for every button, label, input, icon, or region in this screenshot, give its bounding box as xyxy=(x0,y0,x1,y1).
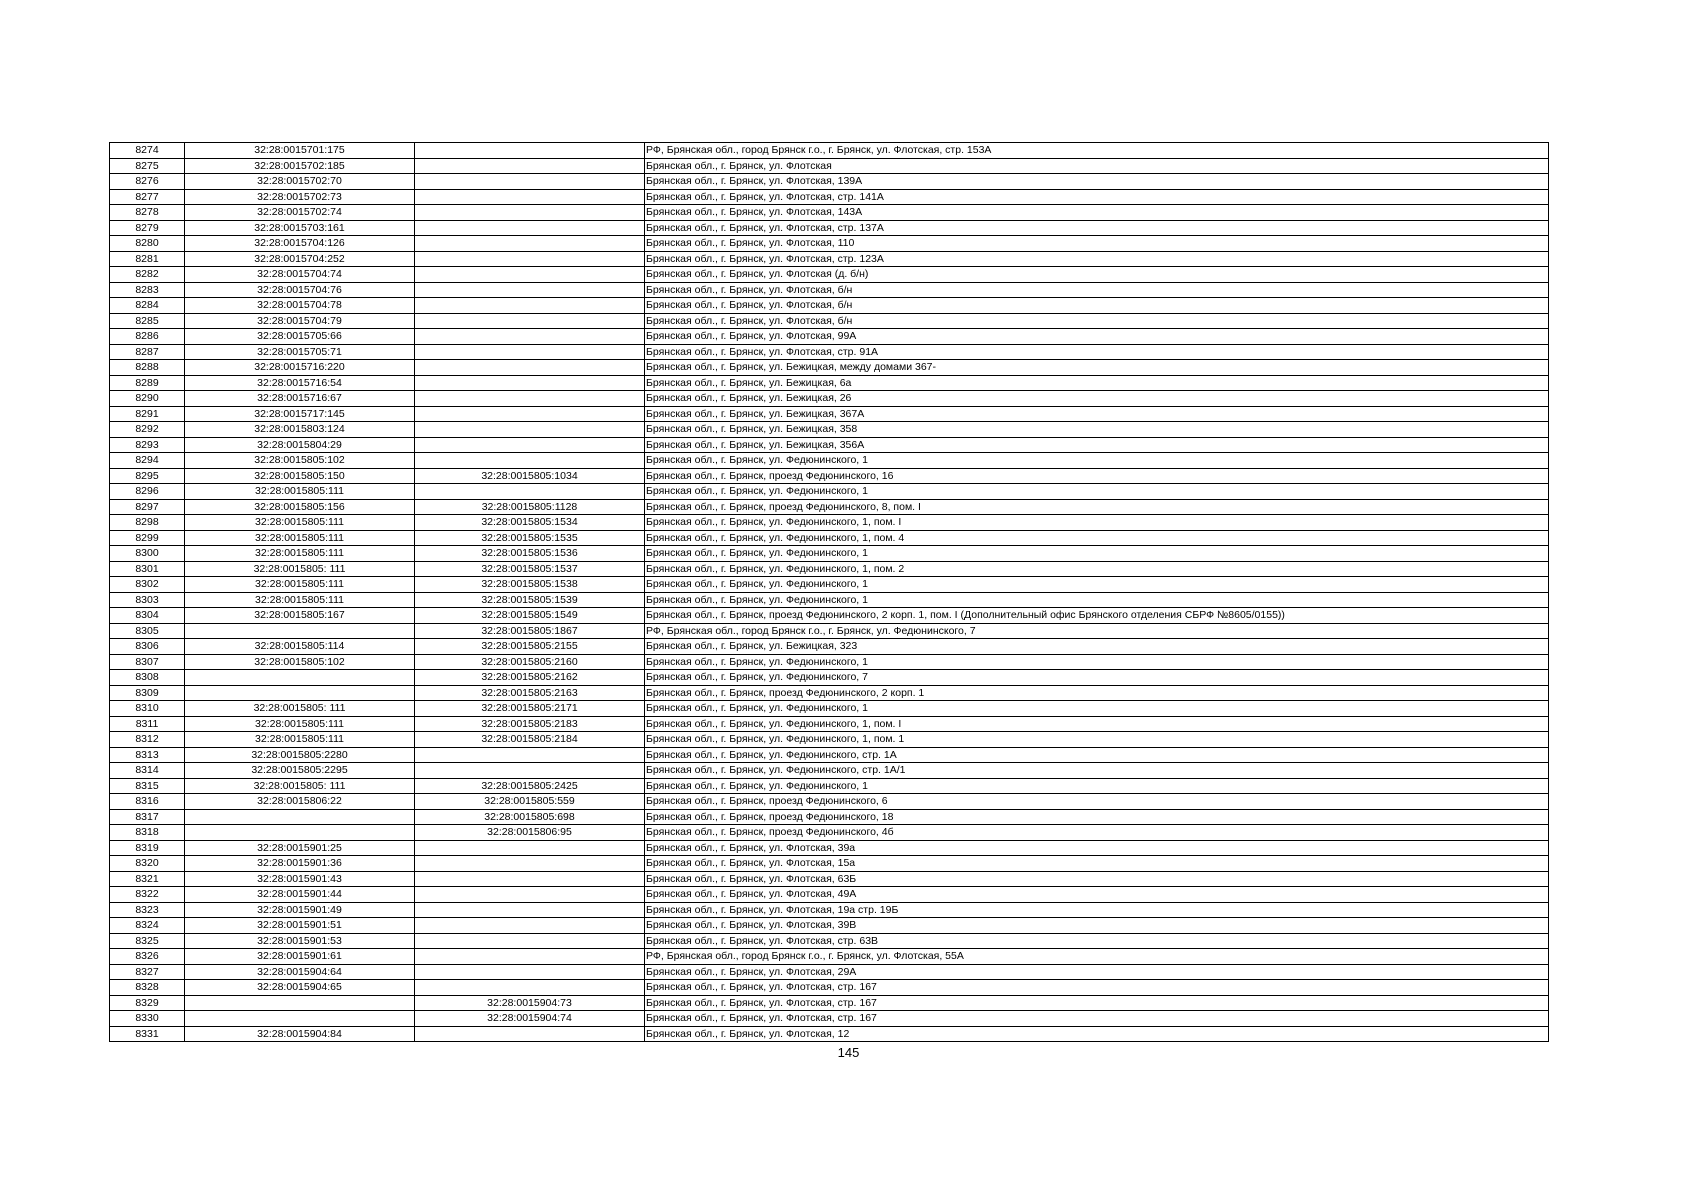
address-cell: Брянская обл., г. Брянск, ул. Бежицкая, 323 xyxy=(645,639,1549,655)
land-cadastral-number-cell: 32:28:0015805:111 xyxy=(185,515,415,531)
object-cadastral-number-cell: 32:28:0015805:1539 xyxy=(415,592,645,608)
object-cadastral-number-cell: 32:28:0015805:1549 xyxy=(415,608,645,624)
land-cadastral-number-cell: 32:28:0015702:74 xyxy=(185,205,415,221)
land-cadastral-number-cell: 32:28:0015805:111 xyxy=(185,530,415,546)
object-cadastral-number-cell xyxy=(415,484,645,500)
land-cadastral-number-cell: 32:28:0015901:61 xyxy=(185,949,415,965)
address-cell: Брянская обл., г. Брянск, ул. Флотская, б/н xyxy=(645,282,1549,298)
row-number-cell: 8308 xyxy=(110,670,185,686)
table-row xyxy=(110,251,1549,267)
land-cadastral-number-cell: 32:28:0015904:64 xyxy=(185,964,415,980)
land-cadastral-number-cell: 32:28:0015805:114 xyxy=(185,639,415,655)
table-row xyxy=(110,933,1549,949)
address-cell: Брянская обл., г. Брянск, ул. Бежицкая, 358 xyxy=(645,422,1549,438)
object-cadastral-number-cell xyxy=(415,220,645,236)
table-row xyxy=(110,964,1549,980)
address-cell: РФ, Брянская обл., город Брянск г.о., г. Брянск, ул. Флотская, 55А xyxy=(645,949,1549,965)
address-cell: Брянская обл., г. Брянск, проезд Федюнинского, 2 корп. 1 xyxy=(645,685,1549,701)
object-cadastral-number-cell: 32:28:0015805:2425 xyxy=(415,778,645,794)
object-cadastral-number-cell xyxy=(415,189,645,205)
row-number-cell: 8283 xyxy=(110,282,185,298)
land-cadastral-number-cell: 32:28:0015901:44 xyxy=(185,887,415,903)
row-number-cell: 8306 xyxy=(110,639,185,655)
address-cell: Брянская обл., г. Брянск, ул. Флотская, стр. 91А xyxy=(645,344,1549,360)
table-row xyxy=(110,360,1549,376)
land-cadastral-number-cell: 32:28:0015704:79 xyxy=(185,313,415,329)
object-cadastral-number-cell: 32:28:0015904:74 xyxy=(415,1011,645,1027)
table-row xyxy=(110,344,1549,360)
land-cadastral-number-cell: 32:28:0015701:175 xyxy=(185,143,415,159)
object-cadastral-number-cell: 32:28:0015805:2171 xyxy=(415,701,645,717)
row-number-cell: 8317 xyxy=(110,809,185,825)
table-row xyxy=(110,437,1549,453)
land-cadastral-number-cell: 32:28:0015805:150 xyxy=(185,468,415,484)
address-cell: Брянская обл., г. Брянск, ул. Федюнинского, 1 xyxy=(645,577,1549,593)
table-row xyxy=(110,406,1549,422)
object-cadastral-number-cell: 32:28:0015805:1867 xyxy=(415,623,645,639)
land-cadastral-number-cell: 32:28:0015805: 111 xyxy=(185,701,415,717)
land-cadastral-number-cell: 32:28:0015804:29 xyxy=(185,437,415,453)
address-cell: Брянская обл., г. Брянск, ул. Флотская, б/н xyxy=(645,298,1549,314)
land-cadastral-number-cell: 32:28:0015717:145 xyxy=(185,406,415,422)
object-cadastral-number-cell xyxy=(415,1026,645,1042)
address-cell: Брянская обл., г. Брянск, ул. Федюнинского, 1 xyxy=(645,778,1549,794)
table-row xyxy=(110,980,1549,996)
address-cell: Брянская обл., г. Брянск, ул. Флотская, стр. 141А xyxy=(645,189,1549,205)
table-row xyxy=(110,794,1549,810)
table-row xyxy=(110,608,1549,624)
table-body xyxy=(110,143,1549,1042)
object-cadastral-number-cell xyxy=(415,375,645,391)
row-number-cell: 8316 xyxy=(110,794,185,810)
table-row xyxy=(110,701,1549,717)
land-cadastral-number-cell: 32:28:0015702:185 xyxy=(185,158,415,174)
table-row xyxy=(110,313,1549,329)
land-cadastral-number-cell: 32:28:0015904:84 xyxy=(185,1026,415,1042)
row-number-cell: 8285 xyxy=(110,313,185,329)
row-number-cell: 8276 xyxy=(110,174,185,190)
table-row xyxy=(110,236,1549,252)
row-number-cell: 8278 xyxy=(110,205,185,221)
table-row xyxy=(110,887,1549,903)
object-cadastral-number-cell: 32:28:0015805:2184 xyxy=(415,732,645,748)
object-cadastral-number-cell xyxy=(415,251,645,267)
row-number-cell: 8312 xyxy=(110,732,185,748)
object-cadastral-number-cell: 32:28:0015805:1535 xyxy=(415,530,645,546)
table-row xyxy=(110,422,1549,438)
land-cadastral-number-cell: 32:28:0015716:67 xyxy=(185,391,415,407)
row-number-cell: 8300 xyxy=(110,546,185,562)
object-cadastral-number-cell xyxy=(415,871,645,887)
land-cadastral-number-cell: 32:28:0015716:54 xyxy=(185,375,415,391)
address-cell: Брянская обл., г. Брянск, ул. Флотская, 12 xyxy=(645,1026,1549,1042)
row-number-cell: 8288 xyxy=(110,360,185,376)
address-cell: Брянская обл., г. Брянск, ул. Флотская, 15а xyxy=(645,856,1549,872)
row-number-cell: 8327 xyxy=(110,964,185,980)
table-row xyxy=(110,840,1549,856)
row-number-cell: 8295 xyxy=(110,468,185,484)
table-row xyxy=(110,763,1549,779)
address-cell: Брянская обл., г. Брянск, ул. Федюнинского, 1 xyxy=(645,592,1549,608)
address-cell: Брянская обл., г. Брянск, проезд Федюнинского, 16 xyxy=(645,468,1549,484)
table-row xyxy=(110,391,1549,407)
address-cell: Брянская обл., г. Брянск, ул. Флотская, 143А xyxy=(645,205,1549,221)
address-cell: Брянская обл., г. Брянск, ул. Флотская, 99А xyxy=(645,329,1549,345)
table-row xyxy=(110,220,1549,236)
table-row xyxy=(110,158,1549,174)
row-number-cell: 8328 xyxy=(110,980,185,996)
row-number-cell: 8291 xyxy=(110,406,185,422)
cadastral-table xyxy=(109,142,1549,1042)
object-cadastral-number-cell xyxy=(415,282,645,298)
table-row xyxy=(110,484,1549,500)
row-number-cell: 8290 xyxy=(110,391,185,407)
row-number-cell: 8296 xyxy=(110,484,185,500)
land-cadastral-number-cell xyxy=(185,670,415,686)
land-cadastral-number-cell: 32:28:0015805:156 xyxy=(185,499,415,515)
row-number-cell: 8292 xyxy=(110,422,185,438)
table-row xyxy=(110,809,1549,825)
row-number-cell: 8274 xyxy=(110,143,185,159)
address-cell: Брянская обл., г. Брянск, ул. Флотская, стр. 137А xyxy=(645,220,1549,236)
address-cell: Брянская обл., г. Брянск, ул. Флотская, 63Б xyxy=(645,871,1549,887)
table-row xyxy=(110,453,1549,469)
row-number-cell: 8310 xyxy=(110,701,185,717)
table-row xyxy=(110,856,1549,872)
object-cadastral-number-cell: 32:28:0015805:1538 xyxy=(415,577,645,593)
table-row xyxy=(110,499,1549,515)
object-cadastral-number-cell xyxy=(415,887,645,903)
land-cadastral-number-cell: 32:28:0015805:2280 xyxy=(185,747,415,763)
row-number-cell: 8313 xyxy=(110,747,185,763)
object-cadastral-number-cell xyxy=(415,236,645,252)
object-cadastral-number-cell: 32:28:0015805:1536 xyxy=(415,546,645,562)
object-cadastral-number-cell xyxy=(415,391,645,407)
row-number-cell: 8319 xyxy=(110,840,185,856)
object-cadastral-number-cell xyxy=(415,143,645,159)
table-row xyxy=(110,825,1549,841)
object-cadastral-number-cell xyxy=(415,437,645,453)
row-number-cell: 8321 xyxy=(110,871,185,887)
land-cadastral-number-cell: 32:28:0015901:36 xyxy=(185,856,415,872)
row-number-cell: 8298 xyxy=(110,515,185,531)
object-cadastral-number-cell xyxy=(415,158,645,174)
table-row xyxy=(110,561,1549,577)
land-cadastral-number-cell: 32:28:0015702:70 xyxy=(185,174,415,190)
object-cadastral-number-cell xyxy=(415,933,645,949)
land-cadastral-number-cell xyxy=(185,825,415,841)
address-cell: Брянская обл., г. Брянск, ул. Флотская, 39В xyxy=(645,918,1549,934)
land-cadastral-number-cell: 32:28:0015901:25 xyxy=(185,840,415,856)
address-cell: Брянская обл., г. Брянск, ул. Бежицкая, 6а xyxy=(645,375,1549,391)
row-number-cell: 8279 xyxy=(110,220,185,236)
object-cadastral-number-cell: 32:28:0015805:1034 xyxy=(415,468,645,484)
row-number-cell: 8324 xyxy=(110,918,185,934)
object-cadastral-number-cell: 32:28:0015805:2183 xyxy=(415,716,645,732)
object-cadastral-number-cell xyxy=(415,205,645,221)
address-cell: Брянская обл., г. Брянск, ул. Флотская, 29А xyxy=(645,964,1549,980)
table-row xyxy=(110,577,1549,593)
table-row xyxy=(110,716,1549,732)
row-number-cell: 8297 xyxy=(110,499,185,515)
address-cell: Брянская обл., г. Брянск, проезд Федюнинского, 18 xyxy=(645,809,1549,825)
object-cadastral-number-cell: 32:28:0015805:559 xyxy=(415,794,645,810)
address-cell: Брянская обл., г. Брянск, проезд Федюнинского, 2 корп. 1, пом. I (Дополнительный офис Брянского отделения СБРФ №8605/0155)) xyxy=(645,608,1549,624)
row-number-cell: 8275 xyxy=(110,158,185,174)
address-cell: Брянская обл., г. Брянск, ул. Флотская, стр. 167 xyxy=(645,980,1549,996)
object-cadastral-number-cell xyxy=(415,174,645,190)
row-number-cell: 8281 xyxy=(110,251,185,267)
address-cell: Брянская обл., г. Брянск, ул. Флотская, 139А xyxy=(645,174,1549,190)
row-number-cell: 8280 xyxy=(110,236,185,252)
object-cadastral-number-cell: 32:28:0015805:2162 xyxy=(415,670,645,686)
object-cadastral-number-cell xyxy=(415,313,645,329)
address-cell: Брянская обл., г. Брянск, ул. Федюнинского, 1 xyxy=(645,484,1549,500)
land-cadastral-number-cell: 32:28:0015805:111 xyxy=(185,484,415,500)
object-cadastral-number-cell xyxy=(415,763,645,779)
row-number-cell: 8318 xyxy=(110,825,185,841)
table-row xyxy=(110,282,1549,298)
address-cell: Брянская обл., г. Брянск, ул. Флотская, 49А xyxy=(645,887,1549,903)
table-row xyxy=(110,530,1549,546)
address-cell: Брянская обл., г. Брянск, ул. Флотская, 110 xyxy=(645,236,1549,252)
table-row xyxy=(110,747,1549,763)
table-row xyxy=(110,670,1549,686)
land-cadastral-number-cell: 32:28:0015901:53 xyxy=(185,933,415,949)
object-cadastral-number-cell: 32:28:0015904:73 xyxy=(415,995,645,1011)
land-cadastral-number-cell: 32:28:0015805:111 xyxy=(185,546,415,562)
land-cadastral-number-cell xyxy=(185,995,415,1011)
row-number-cell: 8320 xyxy=(110,856,185,872)
address-cell: Брянская обл., г. Брянск, ул. Федюнинского, 1, пом. 4 xyxy=(645,530,1549,546)
address-cell: Брянская обл., г. Брянск, ул. Бежицкая, 356А xyxy=(645,437,1549,453)
address-cell: Брянская обл., г. Брянск, проезд Федюнинского, 4б xyxy=(645,825,1549,841)
row-number-cell: 8331 xyxy=(110,1026,185,1042)
row-number-cell: 8329 xyxy=(110,995,185,1011)
row-number-cell: 8325 xyxy=(110,933,185,949)
object-cadastral-number-cell xyxy=(415,344,645,360)
object-cadastral-number-cell xyxy=(415,840,645,856)
land-cadastral-number-cell: 32:28:0015805: 111 xyxy=(185,778,415,794)
land-cadastral-number-cell: 32:28:0015805:102 xyxy=(185,654,415,670)
land-cadastral-number-cell: 32:28:0015705:71 xyxy=(185,344,415,360)
object-cadastral-number-cell: 32:28:0015805:1128 xyxy=(415,499,645,515)
land-cadastral-number-cell: 32:28:0015904:65 xyxy=(185,980,415,996)
object-cadastral-number-cell: 32:28:0015805:1534 xyxy=(415,515,645,531)
table-row xyxy=(110,639,1549,655)
address-cell: Брянская обл., г. Брянск, ул. Бежицкая, 26 xyxy=(645,391,1549,407)
land-cadastral-number-cell: 32:28:0015704:76 xyxy=(185,282,415,298)
row-number-cell: 8315 xyxy=(110,778,185,794)
table-row xyxy=(110,778,1549,794)
address-cell: Брянская обл., г. Брянск, ул. Федюнинского, 1 xyxy=(645,654,1549,670)
row-number-cell: 8326 xyxy=(110,949,185,965)
address-cell: Брянская обл., г. Брянск, ул. Флотская (д. б/н) xyxy=(645,267,1549,283)
row-number-cell: 8303 xyxy=(110,592,185,608)
object-cadastral-number-cell xyxy=(415,329,645,345)
address-cell: Брянская обл., г. Брянск, ул. Федюнинского, стр. 1А/1 xyxy=(645,763,1549,779)
row-number-cell: 8322 xyxy=(110,887,185,903)
table-row xyxy=(110,143,1549,159)
table-row xyxy=(110,298,1549,314)
object-cadastral-number-cell xyxy=(415,964,645,980)
row-number-cell: 8286 xyxy=(110,329,185,345)
object-cadastral-number-cell: 32:28:0015805:698 xyxy=(415,809,645,825)
address-cell: Брянская обл., г. Брянск, ул. Флотская, стр. 167 xyxy=(645,995,1549,1011)
row-number-cell: 8307 xyxy=(110,654,185,670)
address-cell: Брянская обл., г. Брянск, ул. Флотская, б/н xyxy=(645,313,1549,329)
table-row xyxy=(110,205,1549,221)
object-cadastral-number-cell xyxy=(415,747,645,763)
table-row xyxy=(110,1011,1549,1027)
object-cadastral-number-cell: 32:28:0015806:95 xyxy=(415,825,645,841)
object-cadastral-number-cell xyxy=(415,298,645,314)
object-cadastral-number-cell: 32:28:0015805:1537 xyxy=(415,561,645,577)
land-cadastral-number-cell: 32:28:0015805:111 xyxy=(185,577,415,593)
address-cell: Брянская обл., г. Брянск, ул. Флотская, 19а стр. 19Б xyxy=(645,902,1549,918)
row-number-cell: 8314 xyxy=(110,763,185,779)
land-cadastral-number-cell: 32:28:0015704:78 xyxy=(185,298,415,314)
land-cadastral-number-cell xyxy=(185,1011,415,1027)
object-cadastral-number-cell: 32:28:0015805:2155 xyxy=(415,639,645,655)
row-number-cell: 8302 xyxy=(110,577,185,593)
land-cadastral-number-cell: 32:28:0015702:73 xyxy=(185,189,415,205)
table-row xyxy=(110,623,1549,639)
row-number-cell: 8301 xyxy=(110,561,185,577)
address-cell: Брянская обл., г. Брянск, ул. Бежицкая, 367А xyxy=(645,406,1549,422)
table-row xyxy=(110,267,1549,283)
object-cadastral-number-cell: 32:28:0015805:2163 xyxy=(415,685,645,701)
land-cadastral-number-cell: 32:28:0015901:49 xyxy=(185,902,415,918)
land-cadastral-number-cell: 32:28:0015705:66 xyxy=(185,329,415,345)
address-cell: РФ, Брянская обл., город Брянск г.о., г. Брянск, ул. Федюнинского, 7 xyxy=(645,623,1549,639)
object-cadastral-number-cell xyxy=(415,949,645,965)
object-cadastral-number-cell xyxy=(415,453,645,469)
address-cell: РФ, Брянская обл., город Брянск г.о., г. Брянск, ул. Флотская, стр. 153А xyxy=(645,143,1549,159)
address-cell: Брянская обл., г. Брянск, ул. Федюнинского, 1 xyxy=(645,701,1549,717)
table-row xyxy=(110,871,1549,887)
table-row xyxy=(110,329,1549,345)
land-cadastral-number-cell: 32:28:0015805:111 xyxy=(185,716,415,732)
land-cadastral-number-cell: 32:28:0015703:161 xyxy=(185,220,415,236)
row-number-cell: 8309 xyxy=(110,685,185,701)
table-row xyxy=(110,375,1549,391)
table-row xyxy=(110,902,1549,918)
address-cell: Брянская обл., г. Брянск, ул. Федюнинского, 7 xyxy=(645,670,1549,686)
object-cadastral-number-cell xyxy=(415,918,645,934)
object-cadastral-number-cell xyxy=(415,422,645,438)
table-row xyxy=(110,1026,1549,1042)
row-number-cell: 8294 xyxy=(110,453,185,469)
table-row xyxy=(110,174,1549,190)
row-number-cell: 8299 xyxy=(110,530,185,546)
land-cadastral-number-cell: 32:28:0015716:220 xyxy=(185,360,415,376)
land-cadastral-number-cell: 32:28:0015901:51 xyxy=(185,918,415,934)
address-cell: Брянская обл., г. Брянск, ул. Федюнинского, 1 xyxy=(645,546,1549,562)
row-number-cell: 8289 xyxy=(110,375,185,391)
address-cell: Брянская обл., г. Брянск, ул. Бежицкая, между домами 367- xyxy=(645,360,1549,376)
land-cadastral-number-cell: 32:28:0015806:22 xyxy=(185,794,415,810)
row-number-cell: 8277 xyxy=(110,189,185,205)
table-row xyxy=(110,468,1549,484)
page-number: 145 xyxy=(837,1045,860,1060)
land-cadastral-number-cell: 32:28:0015704:74 xyxy=(185,267,415,283)
land-cadastral-number-cell: 32:28:0015805:167 xyxy=(185,608,415,624)
row-number-cell: 8304 xyxy=(110,608,185,624)
address-cell: Брянская обл., г. Брянск, ул. Федюнинского, 1, пом. 1 xyxy=(645,732,1549,748)
table-row xyxy=(110,546,1549,562)
address-cell: Брянская обл., г. Брянск, ул. Федюнинского, 1, пом. I xyxy=(645,515,1549,531)
object-cadastral-number-cell xyxy=(415,406,645,422)
land-cadastral-number-cell xyxy=(185,685,415,701)
address-cell: Брянская обл., г. Брянск, проезд Федюнинского, 8, пом. I xyxy=(645,499,1549,515)
land-cadastral-number-cell: 32:28:0015805:102 xyxy=(185,453,415,469)
table-row xyxy=(110,995,1549,1011)
address-cell: Брянская обл., г. Брянск, ул. Флотская, 39а xyxy=(645,840,1549,856)
table-row xyxy=(110,189,1549,205)
table-row xyxy=(110,592,1549,608)
row-number-cell: 8287 xyxy=(110,344,185,360)
object-cadastral-number-cell xyxy=(415,856,645,872)
table-row xyxy=(110,654,1549,670)
table-row xyxy=(110,685,1549,701)
address-cell: Брянская обл., г. Брянск, ул. Федюнинского, стр. 1А xyxy=(645,747,1549,763)
row-number-cell: 8293 xyxy=(110,437,185,453)
address-cell: Брянская обл., г. Брянск, ул. Флотская, стр. 167 xyxy=(645,1011,1549,1027)
address-cell: Брянская обл., г. Брянск, ул. Федюнинского, 1, пом. 2 xyxy=(645,561,1549,577)
land-cadastral-number-cell: 32:28:0015805:2295 xyxy=(185,763,415,779)
land-cadastral-number-cell: 32:28:0015704:252 xyxy=(185,251,415,267)
row-number-cell: 8330 xyxy=(110,1011,185,1027)
address-cell: Брянская обл., г. Брянск, ул. Флотская, стр. 63В xyxy=(645,933,1549,949)
address-cell: Брянская обл., г. Брянск, ул. Федюнинского, 1 xyxy=(645,453,1549,469)
row-number-cell: 8311 xyxy=(110,716,185,732)
table-row xyxy=(110,949,1549,965)
address-cell: Брянская обл., г. Брянск, ул. Флотская xyxy=(645,158,1549,174)
object-cadastral-number-cell xyxy=(415,902,645,918)
address-cell: Брянская обл., г. Брянск, ул. Флотская, стр. 123А xyxy=(645,251,1549,267)
table-row xyxy=(110,515,1549,531)
land-cadastral-number-cell: 32:28:0015805:111 xyxy=(185,732,415,748)
land-cadastral-number-cell xyxy=(185,623,415,639)
object-cadastral-number-cell xyxy=(415,360,645,376)
object-cadastral-number-cell xyxy=(415,267,645,283)
address-cell: Брянская обл., г. Брянск, ул. Федюнинского, 1, пом. I xyxy=(645,716,1549,732)
land-cadastral-number-cell: 32:28:0015803:124 xyxy=(185,422,415,438)
land-cadastral-number-cell: 32:28:0015805:111 xyxy=(185,592,415,608)
row-number-cell: 8323 xyxy=(110,902,185,918)
table-row xyxy=(110,918,1549,934)
row-number-cell: 8305 xyxy=(110,623,185,639)
row-number-cell: 8284 xyxy=(110,298,185,314)
object-cadastral-number-cell: 32:28:0015805:2160 xyxy=(415,654,645,670)
object-cadastral-number-cell xyxy=(415,980,645,996)
land-cadastral-number-cell: 32:28:0015805: 111 xyxy=(185,561,415,577)
land-cadastral-number-cell xyxy=(185,809,415,825)
row-number-cell: 8282 xyxy=(110,267,185,283)
land-cadastral-number-cell: 32:28:0015901:43 xyxy=(185,871,415,887)
table-row xyxy=(110,732,1549,748)
land-cadastral-number-cell: 32:28:0015704:126 xyxy=(185,236,415,252)
address-cell: Брянская обл., г. Брянск, проезд Федюнинского, 6 xyxy=(645,794,1549,810)
